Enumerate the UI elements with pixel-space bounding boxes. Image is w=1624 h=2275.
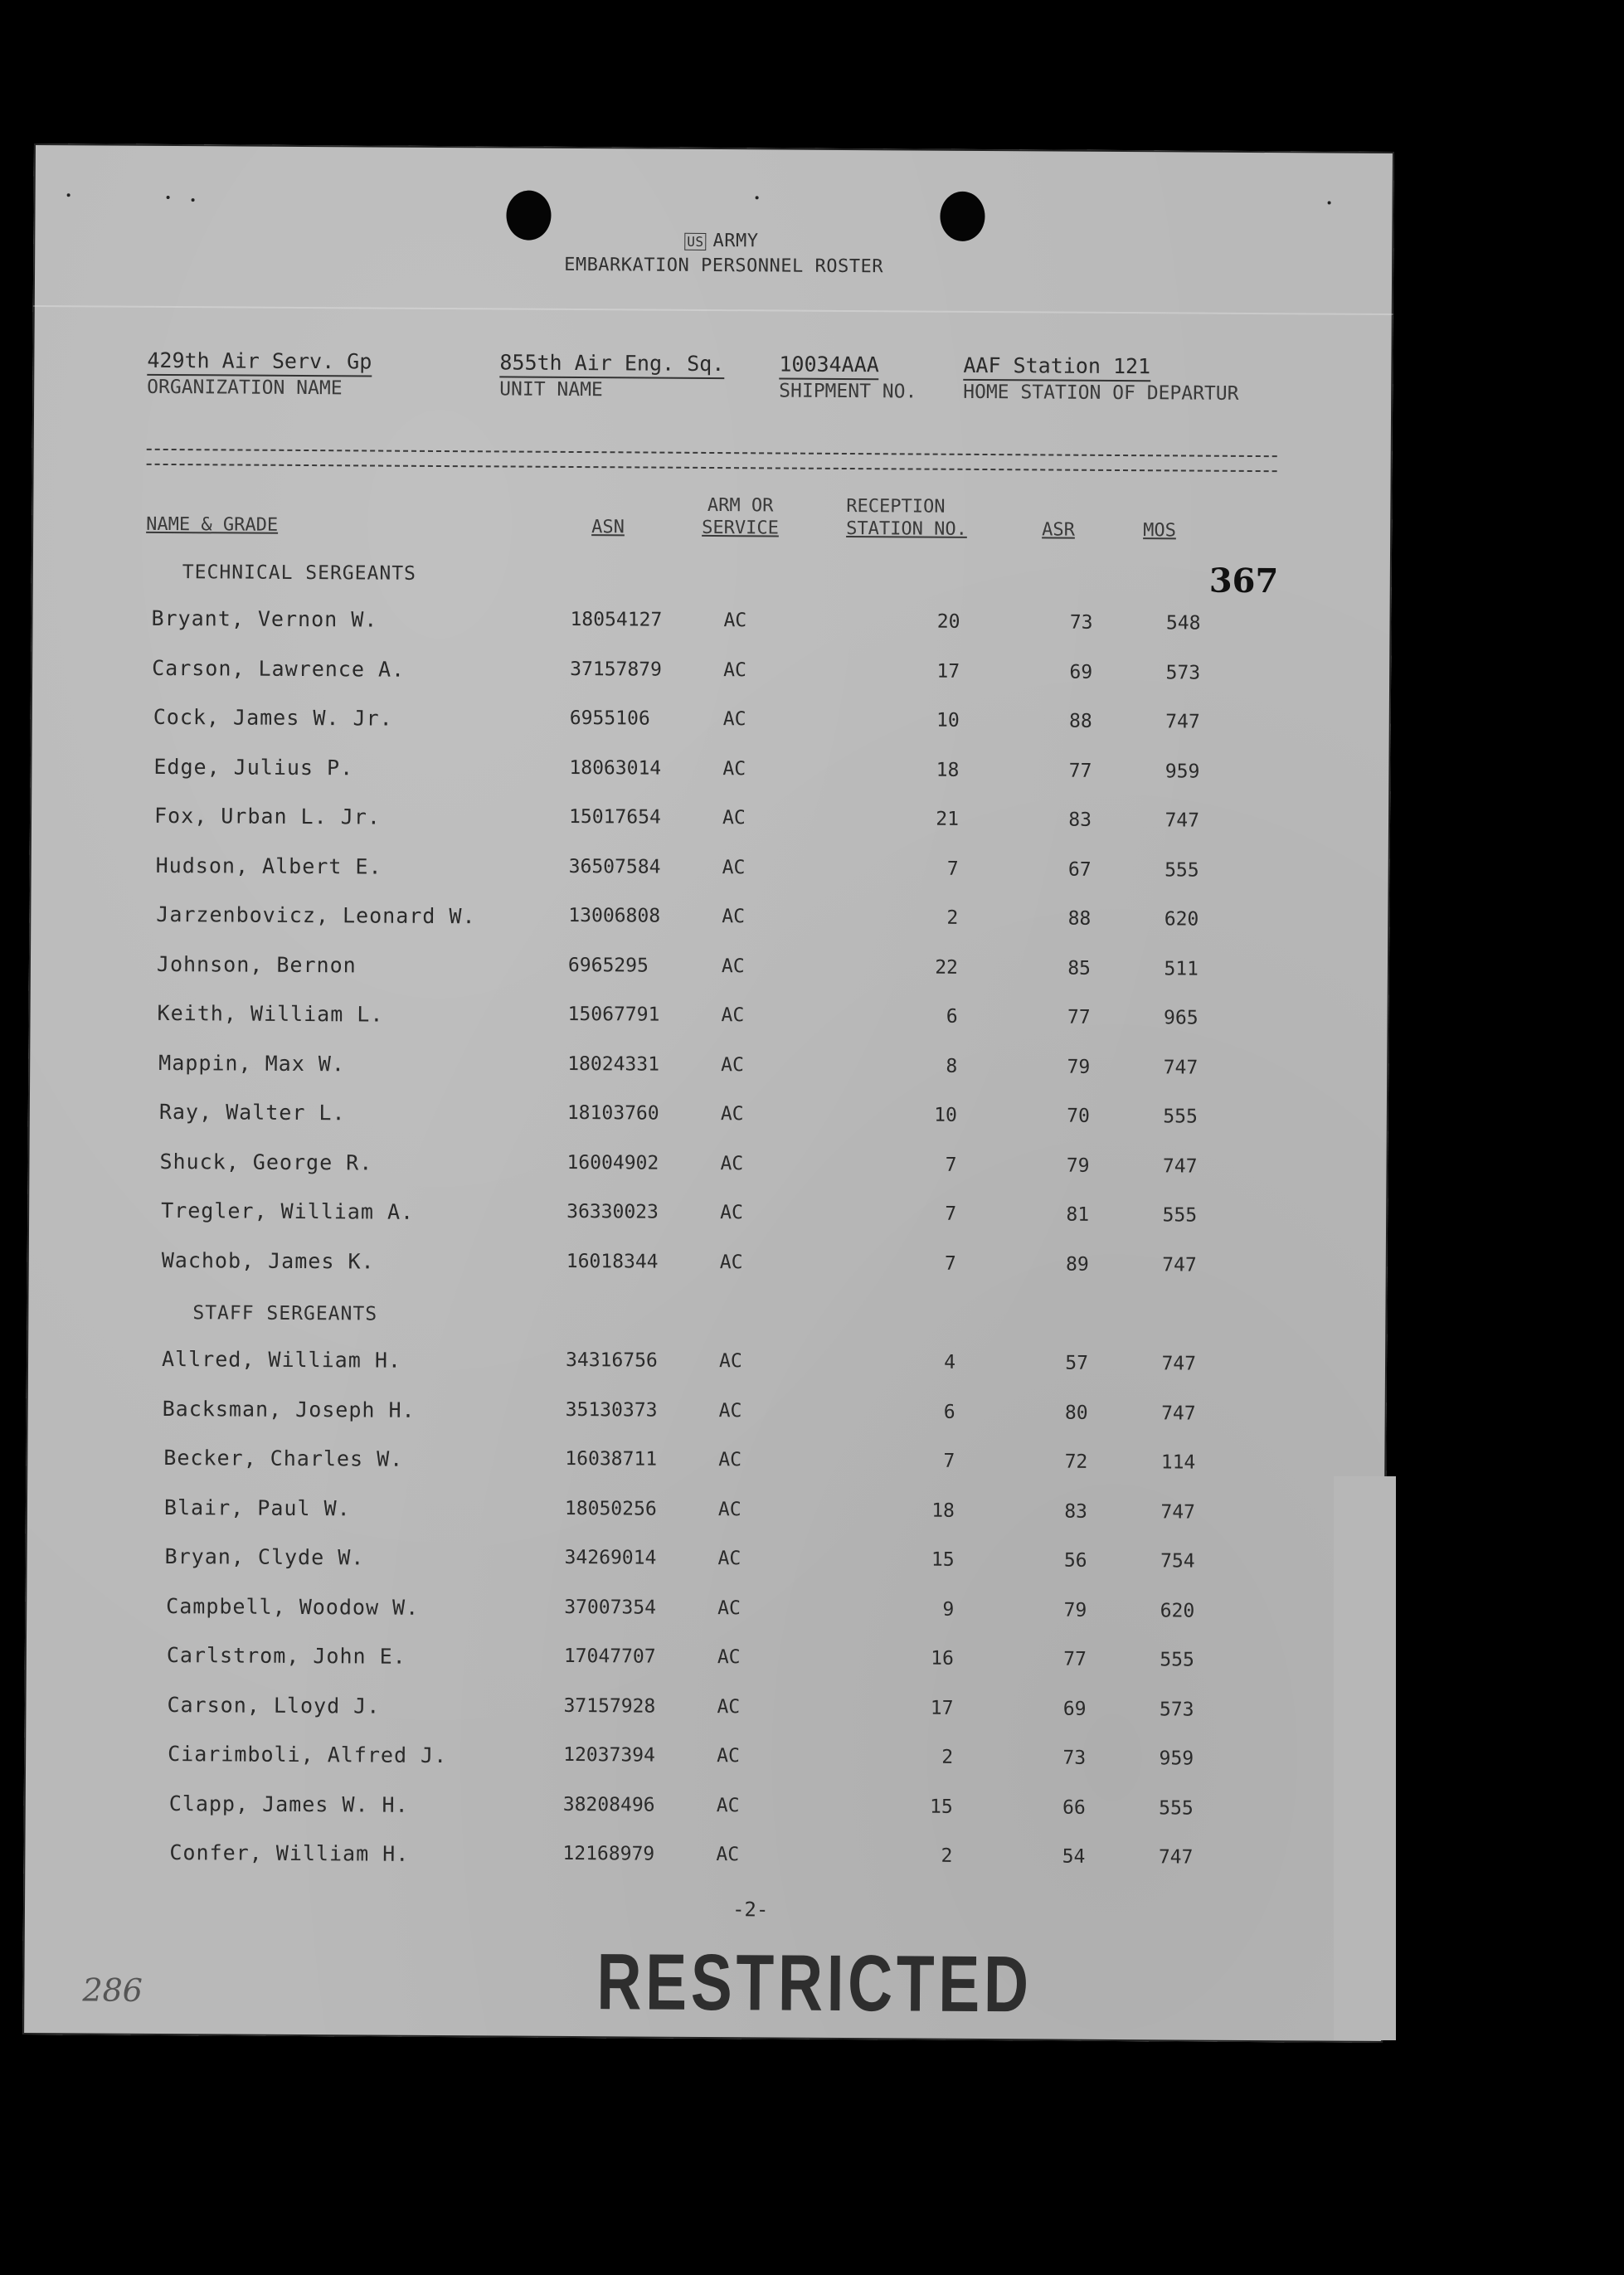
home-station-value: AAF Station 121 [963,353,1150,382]
roster-row [27,1346,1387,1388]
column-header-reception-line1: RECEPTION [846,495,946,518]
paper-fold [33,305,1393,315]
asr-score: 77 [1068,760,1092,782]
mos-code: 747 [1165,711,1200,733]
column-header-name [146,513,278,537]
asr-score: 69 [1062,1698,1087,1720]
divider-rule-2 [147,464,1277,472]
arm-or-service: AC [717,1548,741,1570]
document-page [22,143,1394,2043]
soldier-name: Keith, William L. [157,1000,384,1027]
section-title-technical-sergeants: TECHNICAL SERGEANTS [182,561,417,585]
arm-or-service: AC [717,1695,741,1718]
soldier-asn: 18063014 [569,756,662,780]
asr-score: 70 [1067,1105,1090,1127]
soldier-asn: 34316756 [565,1349,658,1372]
arm-or-service: AC [722,708,746,731]
column-header-reception [846,495,967,541]
roster-row [28,1049,1388,1091]
arm-or-service: AC [722,807,746,829]
soldier-name: Carlstrom, John E. [166,1643,406,1669]
asr-score: 85 [1067,957,1092,980]
speck [1328,202,1331,205]
reception-station-no: 2 [941,1746,954,1768]
reception-station-no: 8 [946,1055,958,1077]
soldier-asn: 18054127 [570,608,663,631]
soldier-name: Cock, James W. Jr. [153,704,393,731]
roster-row [29,902,1389,943]
mos-code: 555 [1163,1106,1198,1128]
arm-or-service: AC [722,856,746,878]
asr-score: 67 [1067,858,1092,881]
mos-code: 555 [1159,1796,1194,1820]
reception-station-no: 2 [941,1845,953,1867]
arm-or-service: AC [716,1794,740,1816]
soldier-name: Carson, Lawrence A. [152,655,406,682]
arm-or-service: AC [718,1350,742,1373]
asr-score: 56 [1063,1549,1087,1572]
arm-or-service: AC [719,1251,743,1273]
reception-station-no: 16 [931,1647,954,1670]
soldier-name: Mappin, Max W. [158,1050,346,1076]
soldier-asn: 6955106 [569,707,650,730]
asr-score: 73 [1062,1747,1087,1769]
reception-station-no: 7 [945,1154,957,1176]
soldier-asn: 17047707 [563,1645,656,1668]
roster-row [27,1247,1388,1288]
page-number: -2- [732,1898,769,1922]
column-header-reception-line2: STATION NO. [846,518,967,540]
unit-name-label: UNIT NAME [499,378,603,401]
soldier-asn: 35130373 [565,1398,658,1422]
asr-score: 89 [1065,1253,1089,1276]
column-header-arm-line2: SERVICE [702,517,779,539]
column-header-arm [702,494,779,540]
soldier-name: Campbell, Woodow W. [166,1593,420,1620]
mos-code: 573 [1165,661,1201,684]
roster-row [27,1198,1388,1239]
arm-or-service: AC [718,1399,742,1422]
mos-code: 965 [1163,1007,1199,1029]
mos-code: 555 [1160,1649,1194,1671]
soldier-name: Becker, Charles W. [163,1445,404,1471]
asr-score: 79 [1066,1155,1090,1177]
asr-score: 66 [1062,1796,1086,1819]
soldier-asn: 13006808 [568,904,661,927]
section-title-staff-sergeants: STAFF SERGEANTS [192,1302,378,1325]
arm-or-service: AC [721,955,745,977]
reception-station-no: 6 [946,1005,958,1028]
column-header-mos-text: MOS [1143,520,1176,542]
punch-hole-left [506,190,551,240]
roster-row [24,1691,1384,1733]
soldier-name: Clapp, James W. H. [168,1791,409,1817]
reception-station-no: 21 [936,808,960,830]
roster-row [29,950,1389,992]
soldier-name: Bryan, Clyde W. [164,1543,365,1570]
arm-or-service: AC [720,1202,743,1224]
arm-or-service: AC [721,1004,745,1027]
reception-station-no: 9 [942,1598,955,1621]
column-header-asn-text: ASN [591,517,625,538]
roster-row [30,852,1390,893]
handwritten-note: 286 [82,1971,143,2009]
soldier-name: Jarzenbovicz, Leonard W. [156,902,476,929]
mos-code: 747 [1162,1155,1198,1178]
mos-code: 747 [1162,1253,1197,1276]
soldier-asn: 12168979 [562,1842,655,1865]
reception-station-no: 4 [944,1351,956,1373]
roster-row [28,1000,1388,1042]
soldier-name: Carson, Lloyd J. [167,1692,381,1718]
soldier-asn: 37157879 [570,658,663,681]
asr-score: 77 [1067,1006,1091,1028]
mos-code: 548 [1165,612,1201,634]
mos-code: 747 [1165,809,1200,832]
mos-code: 747 [1158,1846,1194,1869]
arm-or-service: AC [721,1053,745,1076]
roster-row [25,1642,1385,1684]
mos-code: 114 [1160,1451,1196,1474]
arm-or-service: AC [720,1152,744,1174]
soldier-name: Hudson, Albert E. [155,853,382,879]
paper-edge [1334,1476,1396,2040]
roster-row [24,1790,1384,1831]
home-station-label: HOME STATION OF DEPARTUR [963,381,1239,405]
reception-station-no: 2 [946,907,959,929]
roster-row [31,605,1391,647]
column-header-arm-line1: ARM OR [707,494,774,517]
mos-code: 573 [1159,1698,1194,1721]
soldier-asn: 37157928 [563,1694,656,1718]
soldier-asn: 12037394 [563,1743,656,1767]
roster-row [27,1395,1387,1436]
soldier-name: Confer, William H. [169,1840,410,1866]
speck [67,193,71,197]
asr-score: 83 [1064,1500,1088,1523]
roster-row [27,1148,1388,1189]
soldier-name: Shuck, George R. [159,1149,373,1175]
roster-row [26,1494,1386,1535]
soldier-name: Ray, Walter L. [158,1099,346,1125]
soldier-name: Johnson, Bernon [156,951,357,977]
soldier-name: Blair, Paul W. [163,1495,351,1520]
reception-station-no: 7 [944,1252,956,1275]
asr-score: 69 [1069,661,1093,683]
asr-score: 77 [1063,1648,1087,1670]
arm-or-service: AC [722,757,746,780]
roster-row [31,654,1391,696]
mos-code: 747 [1163,1056,1199,1079]
roster-row [31,704,1391,746]
reception-station-no: 7 [943,1450,955,1472]
unit-name-value: 855th Air Eng. Sq. [499,350,724,379]
mos-code: 754 [1160,1550,1195,1573]
soldier-asn: 18050256 [564,1497,657,1520]
arm-or-service: AC [723,610,747,632]
column-header-asr-text: ASR [1042,519,1076,541]
arm-or-service: AC [717,1646,741,1669]
reception-station-no: 20 [936,610,960,633]
column-header-mos [1143,519,1176,542]
organization-name-value: 429th Air Serv. Gp [147,348,372,377]
emblem: US [684,233,706,250]
reception-station-no: 15 [931,1548,955,1571]
soldier-asn: 16018344 [566,1250,659,1273]
soldier-name: Wachob, James K. [161,1247,375,1274]
arm-or-service: AC [720,1103,744,1125]
arm-or-service: AC [717,1597,741,1619]
soldier-asn: 15017654 [568,805,661,829]
asr-score: 79 [1063,1599,1087,1621]
soldier-asn: 38208496 [562,1793,655,1816]
shipment-no-label: SHIPMENT NO. [779,380,917,403]
divider-rule-1 [147,449,1277,457]
asr-score: 73 [1069,611,1093,634]
asr-score: 81 [1066,1203,1090,1226]
soldier-asn: 6965295 [567,954,649,977]
roster-row [30,753,1390,795]
arm-or-service: AC [718,1449,742,1471]
arm-or-service: AC [716,1844,740,1866]
speck [756,196,759,199]
roster-row [23,1840,1383,1881]
speck [192,198,195,202]
reception-station-no: 6 [943,1401,955,1423]
reception-station-no: 18 [936,759,960,781]
mos-code: 620 [1164,908,1199,931]
reception-station-no: 15 [929,1796,953,1818]
reception-station-no: 22 [935,956,959,979]
asr-score: 88 [1067,907,1092,930]
reception-station-no: 7 [945,1203,957,1225]
punch-hole-right [940,192,985,241]
reception-station-no: 18 [931,1500,955,1522]
mos-code: 620 [1160,1599,1195,1622]
soldier-asn: 18024331 [567,1052,660,1076]
arm-or-service: AC [717,1745,740,1767]
reception-station-no: 10 [936,709,960,732]
soldier-asn: 34269014 [564,1546,657,1569]
soldier-asn: 16004902 [566,1151,659,1174]
organization-name-label: ORGANIZATION NAME [147,376,343,400]
soldier-name: Tregler, William A. [161,1198,415,1224]
asr-score: 79 [1067,1056,1091,1078]
soldier-asn: 37007354 [564,1596,657,1619]
roster-row [28,1099,1388,1140]
soldier-name: Fox, Urban L. Jr. [153,803,382,829]
asr-score: 72 [1064,1451,1088,1473]
header-line1 [684,231,758,252]
mos-code: 747 [1160,1500,1196,1524]
asr-score: 80 [1064,1402,1088,1424]
roster-row [25,1592,1385,1634]
column-header-name-text: NAME & GRADE [146,513,279,536]
soldier-name: Backsman, Joseph H. [162,1396,416,1422]
asr-score: 57 [1065,1352,1089,1374]
reception-station-no: 17 [930,1697,954,1719]
roster-row [25,1543,1385,1585]
soldier-asn: 16038711 [565,1447,658,1470]
mos-code: 747 [1161,1402,1196,1425]
reception-station-no: 17 [936,660,960,683]
soldier-asn: 36330023 [566,1200,659,1223]
reception-station-no: 7 [946,858,959,880]
speck [167,196,170,199]
asr-score: 83 [1068,809,1092,831]
mos-code: 555 [1162,1204,1198,1227]
mos-code: 747 [1161,1353,1197,1375]
soldier-asn: 36507584 [568,855,661,878]
soldier-asn: 18103760 [566,1101,659,1125]
roster-row [30,803,1390,844]
roster-row [24,1741,1384,1782]
mos-code: 511 [1164,957,1199,980]
header-army: ARMY [712,231,759,252]
shipment-no-value: 10034AAA [779,352,879,380]
stamp-number: 367 [1208,561,1279,601]
arm-or-service: AC [722,906,746,928]
restricted-stamp: RESTRICTED [596,1937,1033,2030]
asr-score: 54 [1062,1845,1086,1868]
soldier-name: Ciarimboli, Alfred J. [168,1742,448,1768]
mos-code: 959 [1159,1748,1194,1770]
soldier-asn: 15067791 [567,1003,660,1026]
mos-code: 555 [1165,858,1199,882]
column-header-asr [1042,518,1075,541]
asr-score: 88 [1068,710,1092,732]
reception-station-no: 10 [934,1104,957,1126]
column-header-asn [591,516,625,538]
arm-or-service: AC [723,659,746,681]
soldier-name: Bryant, Vernon W. [151,605,378,632]
soldier-name: Allred, William H. [161,1346,402,1373]
arm-or-service: AC [717,1498,741,1520]
header-title: EMBARKATION PERSONNEL ROSTER [564,254,884,278]
roster-row [26,1445,1386,1486]
soldier-name: Edge, Julius P. [153,754,354,780]
mos-code: 959 [1165,760,1200,783]
